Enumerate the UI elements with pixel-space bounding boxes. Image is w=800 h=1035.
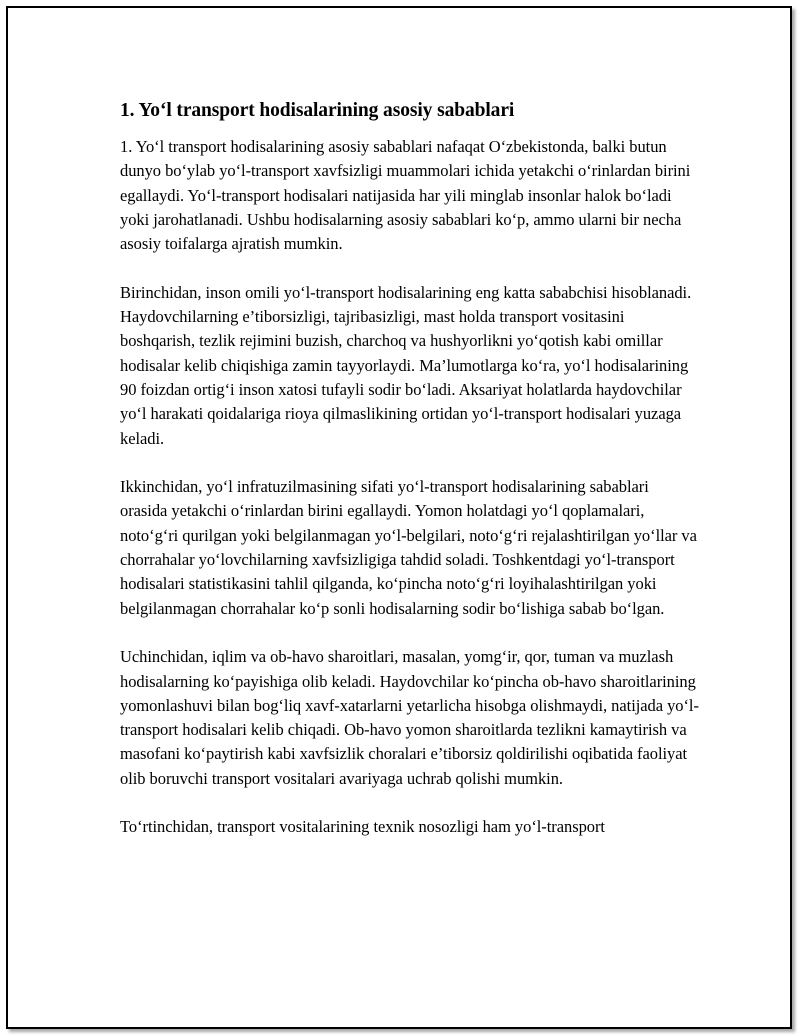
paragraph-second-reason: Ikkinchidan, yo‘l infratuzilmasining sifati yo‘l-transport hodisalarining sabablari orasida yetakchi o‘rinlardan birini egallaydi. Yomon holatdagi yo‘l qoplamalari, noto‘g‘ri qurilgan yoki belgilanmagan yo‘l-belgilari, noto‘g‘ri rejalashtirilgan yo‘llar va chorrahalar yo‘lovchilarning xavfsizligiga tahdid soladi. Toshkentdagi yo‘l-transport hodisalari statistikasini tahlil qilganda, ko‘pincha noto‘g‘ri loyihalashtirilgan yoki belgilanmagan chorrahalar ko‘p sonli hodisalarning sodir bo‘lishiga sabab bo‘lgan. [120, 477, 697, 618]
document-body [120, 96, 700, 840]
paragraph-intro: 1. Yo‘l transport hodisalarining asosiy sabablari nafaqat O‘zbekistonda, balki butun dunyo bo‘ylab yo‘l-transport xavfsizligi muammolari ichida yetakchi o‘rinlardan birini egallaydi. Yo‘l-transport hodisalari natijasida har yili minglab insonlar halok bo‘ladi yoki jarohatlanadi. Ushbu hodisalarning asosiy sabablari ko‘p, ammo ularni bir necha asosiy toifalarga ajratish mumkin. [120, 137, 691, 254]
paragraph-fourth-reason: To‘rtinchidan, transport vositalarining texnik nosozligi ham yo‘l-transport [120, 817, 605, 837]
page-frame [6, 6, 792, 1029]
paragraph-first-reason: Birinchidan, inson omili yo‘l-transport hodisalarining eng katta sababchisi hisoblanadi. Haydovchilarning e’tiborsizligi, tajribasizligi, mast holda transport vositasini boshqarish, tezlik rejimini buzish, charchoq va hushyorlikni yo‘qotish kabi omillar hodisalar kelib chiqishiga zamin tayyorlaydi. Ma’lumotlarga ko‘ra, yo‘l hodisalarining 90 foizdan ortig‘i inson xatosi tufayli sodir bo‘ladi. Aksariyat holatlarda haydovchilar yo‘l harakati qoidalariga rioya qilmaslikining ortidan yo‘l-transport hodisalari yuzaga keladi. [120, 282, 692, 448]
paragraph-third-reason: Uchinchidan, iqlim va ob-havo sharoitlari, masalan, yomg‘ir, qor, tuman va muzlash hodisalarning ko‘payishiga olib keladi. Haydovchilar ko‘pincha ob-havo sharoitlarining yomonlashuvi bilan bog‘liq xavf-xatarlarni yetarlicha hisobga olishmaydi, natijada yo‘l-transport hodisalari kelib chiqadi. Ob-havo yomon sharoitlarda tezlikni kamaytirish va masofani ko‘paytirish kabi xavfsizlik choralari e’tiborsiz qoldirilishi oqibatida faoliyat olib boruvchi transport vositalari avariyaga uchrab qolishi mumkin. [120, 647, 699, 788]
document-title: 1. Yo‘l transport hodisalarining asosiy sabablari [120, 100, 515, 121]
